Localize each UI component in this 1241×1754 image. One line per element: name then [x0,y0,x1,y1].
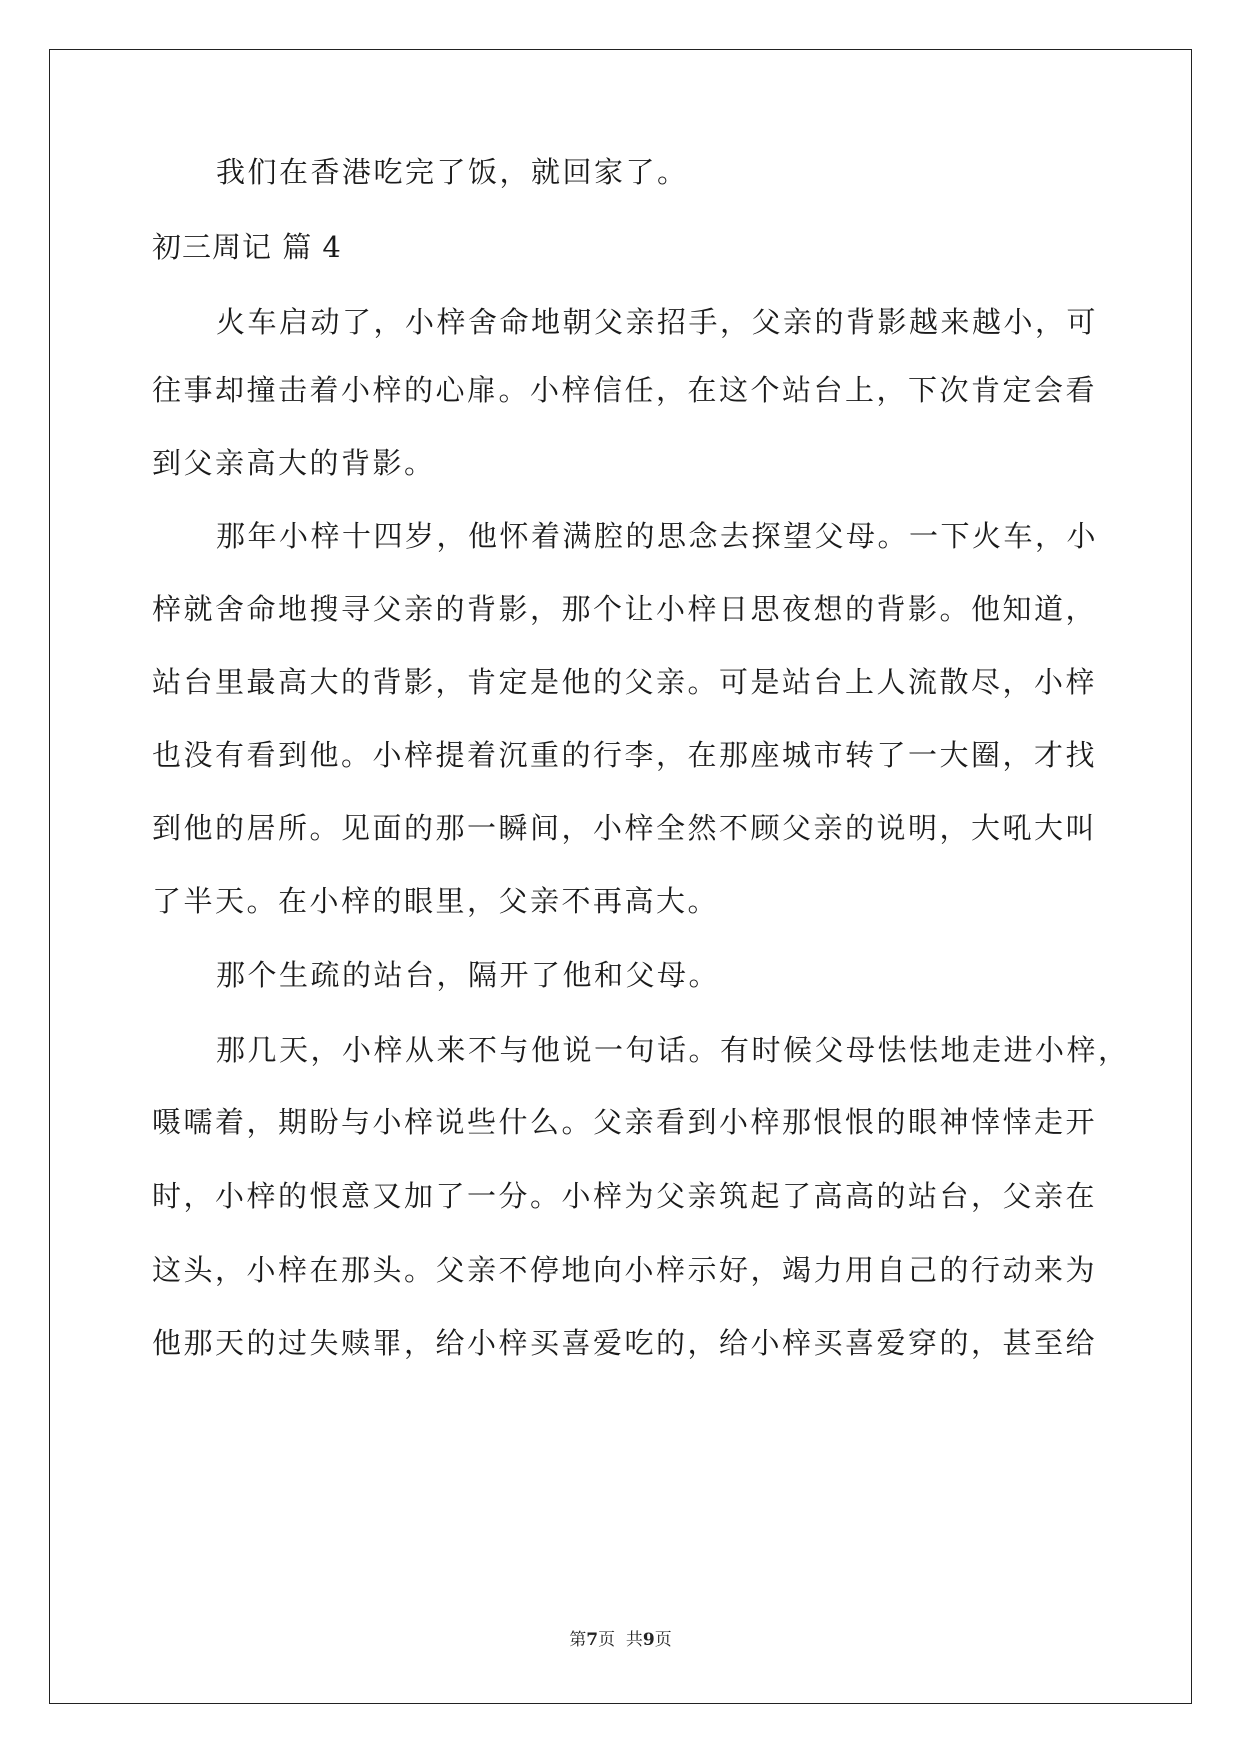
text-line: 那几天，小梓从来不与他说一句话。有时候父母怯怯地走进小梓， [216,1033,1130,1067]
text-line: 梓就舍命地搜寻父亲的背影，那个让小梓日思夜想的背影。他知道， [152,592,1098,626]
text-line: 我们在香港吃完了饭，就回家了。 [216,155,689,189]
text-line: 嗫嚅着，期盼与小梓说些什么。父亲看到小梓那恨恨的眼神悻悻走开 [152,1105,1098,1139]
text-line: 火车启动了，小梓舍命地朝父亲招手，父亲的背影越来越小，可 [216,305,1099,339]
text-line: 也没有看到他。小梓提着沉重的行李，在那座城市转了一大圈，才找 [152,738,1098,772]
section-heading: 初三周记 篇 4 [152,230,342,264]
text-line: 那年小梓十四岁，他怀着满腔的思念去探望父母。一下火车，小 [216,519,1099,553]
page-current: 7 [586,1630,599,1650]
page-mid: 页 共 [598,1630,643,1650]
text-line: 往事却撞击着小梓的心扉。小梓信任，在这个站台上，下次肯定会看 [152,373,1098,407]
text-line: 了半天。在小梓的眼里，父亲不再高大。 [152,884,720,918]
text-line: 那个生疏的站台，隔开了他和父母。 [216,958,721,992]
page-suffix: 页 [654,1630,672,1650]
text-line: 到父亲高大的背影。 [152,446,436,480]
text-line: 站台里最高大的背影，肯定是他的父亲。可是站台上人流散尽，小梓 [152,665,1098,699]
page-prefix: 第 [569,1630,587,1650]
text-line: 时，小梓的恨意又加了一分。小梓为父亲筑起了高高的站台，父亲在 [152,1179,1098,1213]
text-line: 他那天的过失赎罪，给小梓买喜爱吃的，给小梓买喜爱穿的，甚至给 [152,1326,1098,1360]
page-border [49,49,1192,1704]
text-line: 这头，小梓在那头。父亲不停地向小梓示好，竭力用自己的行动来为 [152,1253,1098,1287]
text-line: 到他的居所。见面的那一瞬间，小梓全然不顾父亲的说明，大吼大叫 [152,811,1098,845]
page-number-footer [0,1628,1241,1652]
page-total: 9 [642,1630,655,1650]
